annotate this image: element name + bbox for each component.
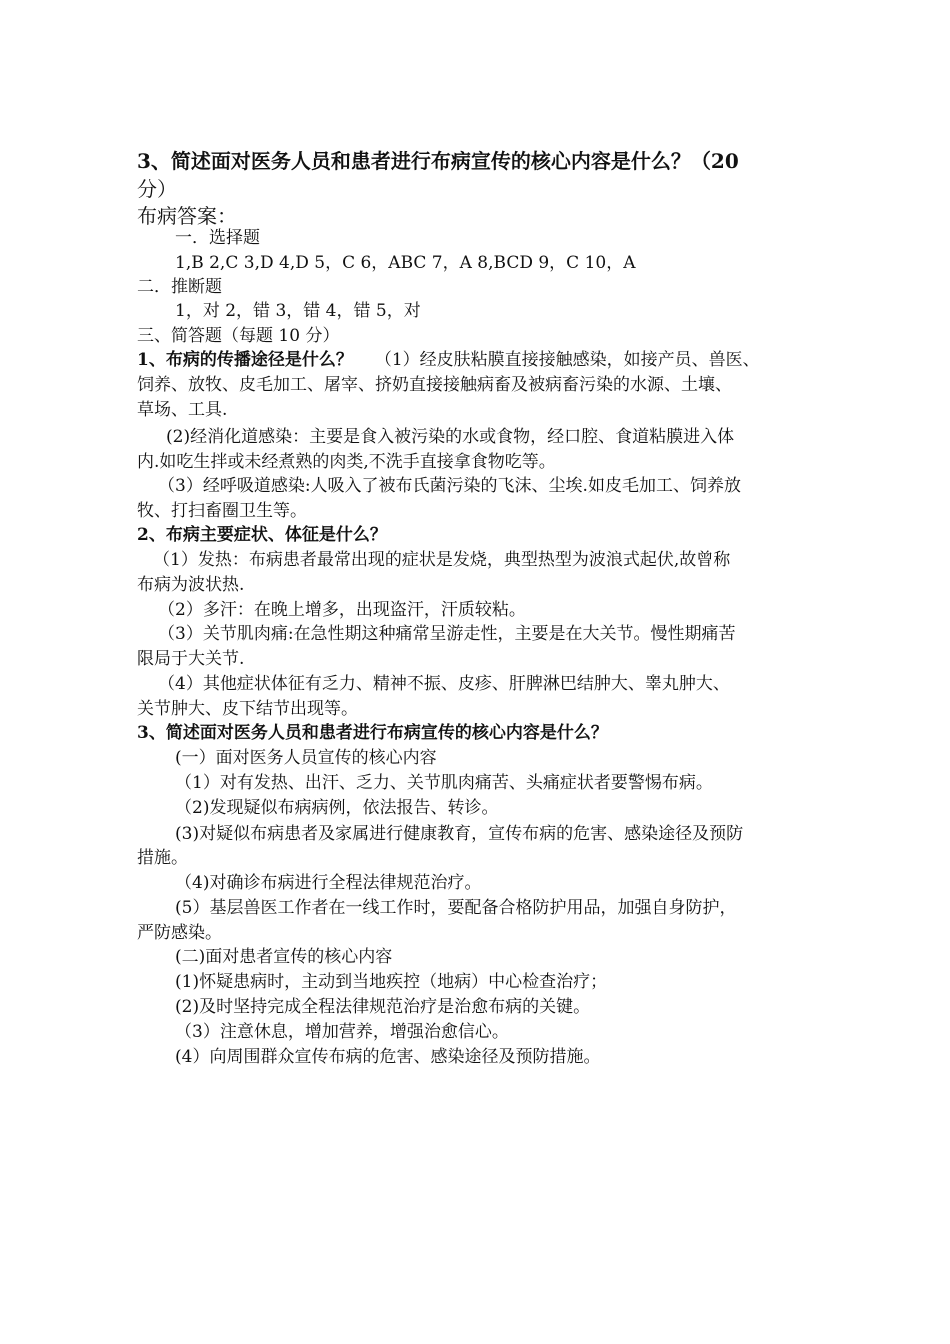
q1-para2-line-2: 内.如吃生拌或未经煮熟的肉类,不洗手直接拿食物吃等。 (137, 452, 556, 472)
q1-para1-cont-1: 饲养、放牧、皮毛加工、屠宰、挤奶直接接触病畜及被病畜污染的水源、土壤、 (137, 375, 732, 395)
question-3-title-line-2: 分） (137, 177, 177, 201)
question-3-title-line-1 (137, 147, 739, 175)
q3-part1-item-4: （4)对确诊布病进行全程法律规范治疗。 (175, 873, 482, 893)
q3-part1-item-1: （1）对有发热、出汗、乏力、关节肌肉痛苦、头痛症状者要警惕布病。 (175, 773, 713, 793)
section-2-heading: 二．推断题 (137, 277, 222, 297)
q3-part1-item-2: （2)发现疑似布病病例，依法报告、转诊。 (175, 798, 499, 818)
q1-title: 1、布病的传播途径是什么？ (137, 350, 353, 370)
q2-para4-line-2: 关节肿大、皮下结节出现等。 (137, 699, 358, 719)
q2-para2: （2）多汗：在晚上增多，出现盗汗，汗质较粘。 (158, 600, 526, 620)
q3-part1-item-5-line-1: (5）基层兽医工作者在一线工作时，要配备合格防护用品，加强自身防护， (175, 898, 737, 918)
q1-para1-cont-2: 草场、工具. (137, 400, 228, 420)
q2-para4-line-1: （4）其他症状体征有乏力、精神不振、皮疹、肝脾淋巴结肿大、睾丸肿大、 (158, 674, 730, 694)
q3-part1-item-3-line-2: 措施。 (137, 848, 188, 868)
q3-part2-item-2: (2)及时坚持完成全程法律规范治疗是治愈布病的关键。 (175, 997, 591, 1017)
q1-para1-start: （1）经皮肤粘膜直接接触感染，如接产员、兽医、 (374, 350, 760, 370)
q3-part2-item-1: (1)怀疑患病时，主动到当地疾控（地病）中心检查治疗； (175, 972, 608, 992)
q3-part1-item-3-line-1: (3)对疑似布病患者及家属进行健康教育，宣传布病的危害、感染途径及预防 (175, 824, 744, 844)
q1-first-line (137, 348, 760, 372)
q1-para3-line-1: （3）经呼吸道感染:人吸入了被布氏菌污染的飞沫、尘埃.如皮毛加工、饲养放 (158, 476, 741, 496)
section-2-answers: 1，对 2，错 3，错 4，错 5，对 (175, 301, 421, 321)
answer-heading: 布病答案： (137, 204, 237, 228)
q2-para3-line-1: （3）关节肌肉痛:在急性期这种痛常呈游走性，主要是在大关节。慢性期痛苦 (158, 624, 736, 644)
q2-para3-line-2: 限局于大关节. (137, 649, 245, 669)
q2-para1-line-2: 布病为波状热. (137, 575, 245, 595)
q3-part2-item-4: (4）向周围群众宣传布病的危害、感染途径及预防措施。 (175, 1047, 601, 1067)
q3-part1-heading: (一）面对医务人员宣传的核心内容 (175, 748, 437, 768)
q2-para1-line-1: （1）发热：布病患者最常出现的症状是发烧，典型热型为波浪式起伏,故曾称 (153, 550, 731, 570)
q2-title: 2、布病主要症状、体征是什么？ (137, 525, 387, 545)
q3-part2-item-3: （3）注意休息，增加营养，增强治愈信心。 (175, 1022, 509, 1042)
section-1-heading: 一．选择题 (175, 228, 260, 248)
question-3-title-text: 3、简述面对医务人员和患者进行布病宣传的核心内容是什么？（20 (137, 149, 739, 173)
q1-para3-line-2: 牧、打扫畜圈卫生等。 (137, 501, 307, 521)
q3-title: 3、简述面对医务人员和患者进行布病宣传的核心内容是什么？ (137, 723, 608, 743)
q3-part1-item-5-line-2: 严防感染。 (137, 923, 222, 943)
section-1-answers: 1,B 2,C 3,D 4,D 5，C 6，ABC 7，A 8,BCD 9，C 10，A (175, 253, 636, 273)
section-3-heading: 三、简答题（每题 10 分） (137, 326, 340, 346)
q3-part2-heading: (二)面对患者宣传的核心内容 (175, 947, 393, 967)
q1-para2-line-1: (2)经消化道感染：主要是食入被污染的水或食物，经口腔、食道粘膜进入体 (166, 427, 735, 447)
